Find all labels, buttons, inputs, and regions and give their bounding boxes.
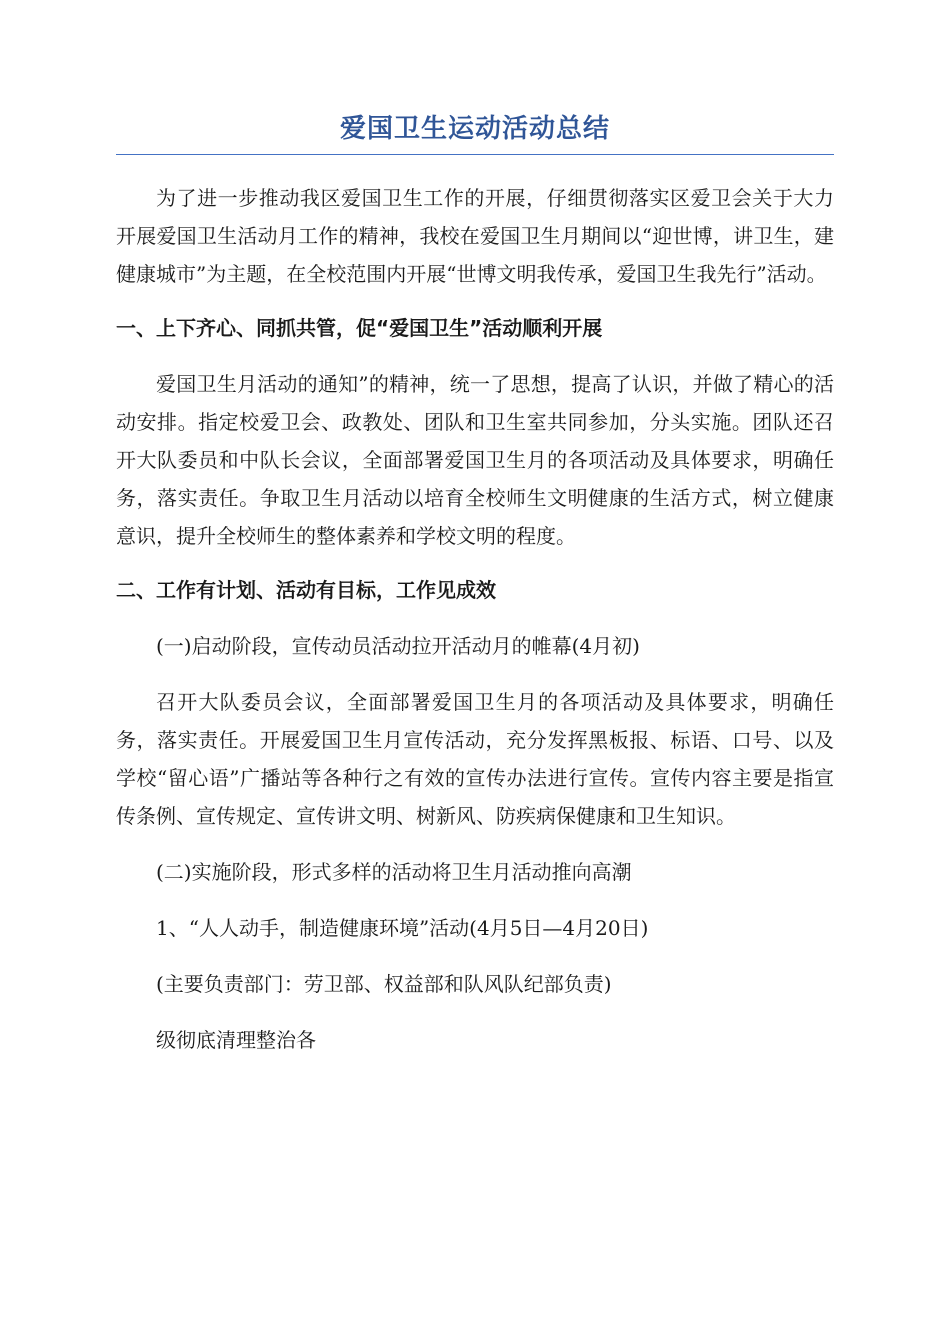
section-1-body: 爱国卫生月活动的通知”的精神，统一了思想，提高了认识，并做了精心的活动安排。指定校爱卫会、政教处、团队和卫生室共同参加，分头实施。团队还召开大队委员和中队长会议，全面部署爱国卫生月的各项活动及具体要求，明确任务，落实责任。争取卫生月活动以培育全校师生文明健康的生活方式，树立健康意识，提升全校师生的整体素养和学校文明的程度。 [116, 372, 834, 548]
document-title: 爱国卫生运动活动总结 [116, 112, 834, 155]
phase-2-title: (二)实施阶段，形式多样的活动将卫生月活动推向高潮 [156, 860, 632, 884]
phase-1-title: (一)启动阶段，宣传动员活动拉开活动月的帷幕(4月初) [156, 634, 640, 658]
intro-paragraph: 为了进一步推动我区爱国卫生工作的开展，仔细贯彻落实区爱卫会关于大力开展爱国卫生活动月工作的精神，我校在爱国卫生月期间以“迎世博，讲卫生，建健康城市”为主题，在全校范围内开展“世博文明我传承，爱国卫生我先行”活动。 [116, 186, 834, 286]
section-2-heading: 二、工作有计划、活动有目标，工作见成效 [116, 578, 496, 602]
item-1-tail: 级彻底清理整治各 [156, 1028, 316, 1052]
item-1-department: (主要负责部门：劳卫部、权益部和队风队纪部负责) [156, 972, 612, 996]
section-1-heading: 一、上下齐心、同抓共管，促“爱国卫生”活动顺利开展 [116, 316, 603, 340]
item-1-title: 1、“人人动手，制造健康环境”活动(4月5日—4月20日) [156, 916, 649, 940]
document-page [116, 112, 834, 1059]
phase-1-body: 召开大队委员会议，全面部署爱国卫生月的各项活动及具体要求，明确任务，落实责任。开展爱国卫生月宣传活动，充分发挥黑板报、标语、口号、以及学校“留心语”广播站等各种行之有效的宣传办法进行宣传。宣传内容主要是指宣传条例、宣传规定、宣传讲文明、树新风、防疾病保健康和卫生知识。 [116, 690, 834, 828]
